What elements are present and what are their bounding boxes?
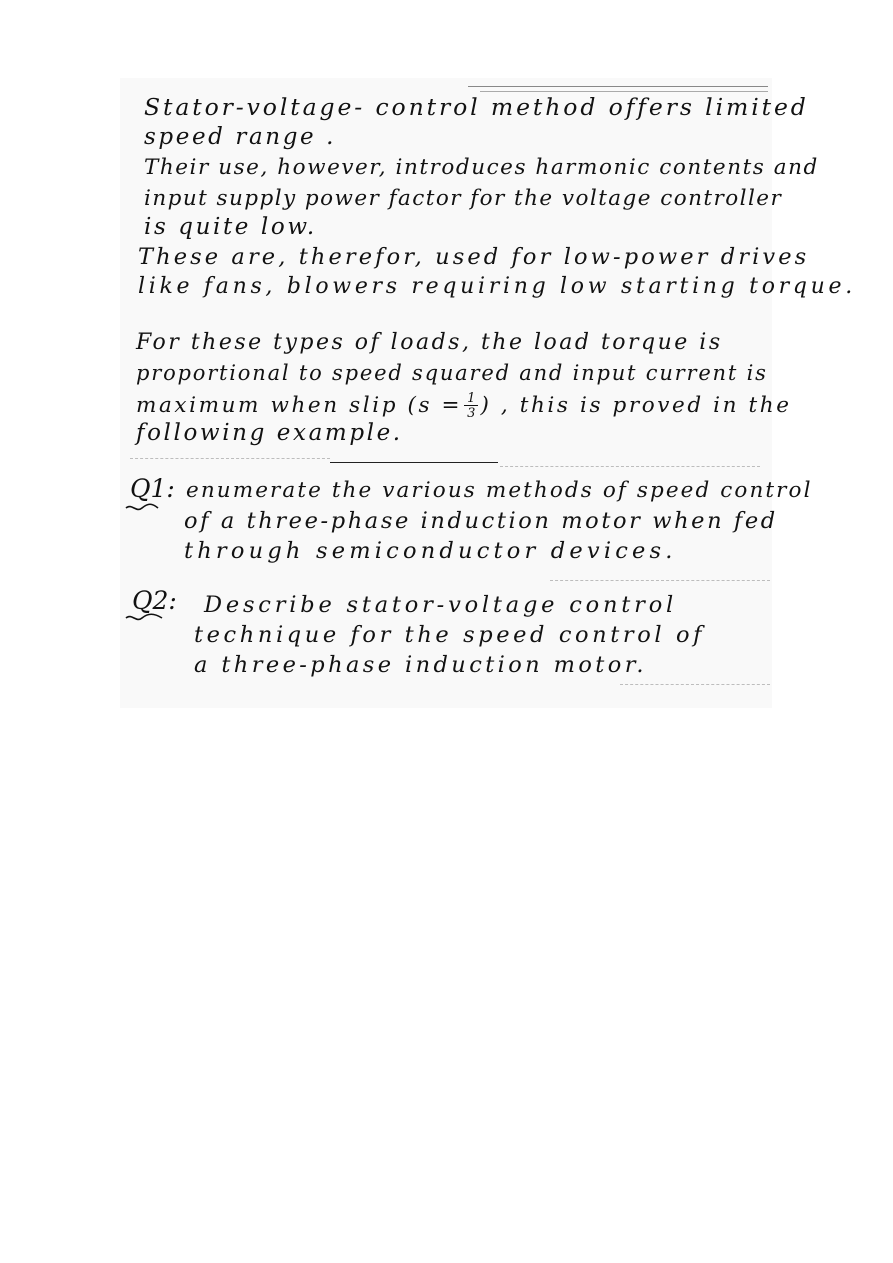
question-1-line-3: through semiconductor devices.	[184, 538, 677, 564]
question-2-label: Q2:	[132, 586, 177, 615]
paragraph-2-line-3	[136, 392, 792, 420]
paragraph-1-line-4: input supply power factor for the voltage controller	[144, 186, 783, 211]
scan-artifact-line	[500, 466, 760, 467]
question-2-line-1: Describe stator-voltage control	[204, 592, 678, 618]
top-rule	[468, 86, 768, 87]
question-2-line-3: a three-phase induction motor.	[194, 652, 647, 678]
section-separator	[330, 462, 498, 463]
paragraph-1-line-1: Stator-voltage- control method offers limited	[144, 93, 809, 121]
paragraph-1-line-6: These are, therefor, used for low-power drives	[138, 244, 810, 270]
slip-fraction	[464, 392, 478, 420]
slip-fraction-denominator: 3	[467, 406, 476, 421]
question-1-line-2: of a three-phase induction motor when fed	[184, 508, 778, 534]
paragraph-2-line-4: following example.	[136, 420, 403, 446]
top-rule-under	[480, 91, 768, 92]
scan-artifact-line	[620, 684, 770, 685]
paragraph-1-line-2: speed range .	[144, 124, 337, 150]
paragraph-2-line-1: For these types of loads, the load torque is	[136, 330, 723, 355]
paragraph-2-line-3-start: maximum when slip (s =	[136, 393, 463, 418]
question-2-line-2: technique for the speed control of	[194, 622, 706, 648]
paragraph-2-line-3-end: ) , this is proved in the	[480, 393, 792, 418]
notes-sheet	[120, 78, 856, 708]
paragraph-1-line-3: Their use, however, introduces harmonic contents and	[144, 155, 819, 180]
scan-artifact-line	[130, 458, 330, 459]
question-2-underline-mark	[124, 612, 168, 624]
question-1-label: Q1:	[130, 474, 175, 503]
paragraph-1-line-5: is quite low.	[144, 214, 317, 240]
question-1-line-1: enumerate the various methods of speed control	[186, 478, 813, 503]
question-1-underline-mark	[124, 502, 164, 514]
paragraph-1-line-7: like fans, blowers requiring low starting torque.	[138, 274, 856, 299]
slip-fraction-numerator: 1	[464, 392, 478, 406]
paragraph-2-line-2: proportional to speed squared and input current is	[136, 361, 768, 385]
scan-artifact-line	[550, 580, 770, 581]
